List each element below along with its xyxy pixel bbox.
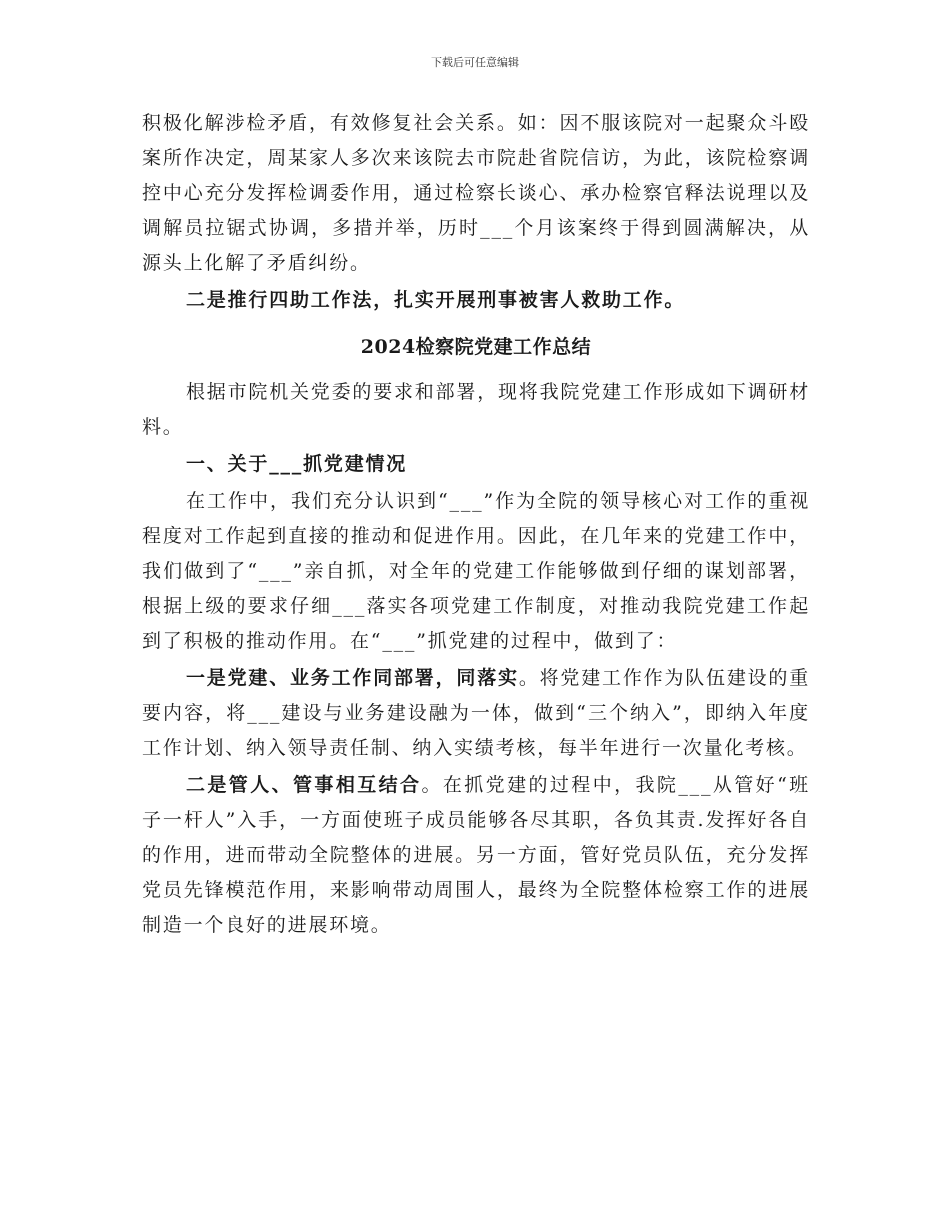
point-one-lead: 一是党建、业务工作同部署，同落实 (186, 667, 519, 689)
point-two-lead: 二是管人、管事相互结合 (186, 774, 422, 796)
document-title: 2024检察院党建工作总结 (360, 336, 592, 358)
page-header: 下载后可任意编辑 (431, 56, 519, 69)
document-body (142, 106, 810, 945)
paragraph-point-two (142, 768, 810, 943)
point-one-text: 。将党建工作作为队伍建设的重要内容，将___建设与业务建设融为一体，做到“三个纳入”，即纳入年度工作计划、纳入领导责任制、纳入实绩考核，每半年进行一次量化考核。 (142, 667, 811, 759)
paragraph-point-one (142, 661, 810, 766)
section-heading: 一、关于___抓党建情况 (186, 453, 408, 475)
paragraph-bold-heading: 二是推行四助工作法，扎实开展刑事被害人救助工作。 (186, 289, 686, 311)
paragraph-intro: 根据市院机关党委的要求和部署，现将我院党建工作形成如下调研材料。 (142, 381, 811, 438)
paragraph-body: 在工作中，我们充分认识到“___”作为全院的领导核心对工作的重视程度对工作起到直接的推动和促进作用。因此，在几年来的党建工作中，我们做到了“___”亲自抓，对全年的党建工作能够做到仔细的谋划部署，根据上级的要求仔细___落实各项党建工作制度，对推动我院党建工作起到了积极的推动作用。在“___”抓党建的过程中，做到了： (142, 490, 810, 652)
point-two-text: 。在抓党建的过程中，我院___从管好“班子一杆人”入手，一方面使班子成员能够各尽其职，各负其责.发挥好各自的作用，进而带动全院整体的进展。另一方面，管好党员队伍，充分发挥党员先锋模范作用，来影响带动周围人，最终为全院整体检察工作的进展制造一个良好的进展环境。 (142, 774, 810, 936)
paragraph-continued: 积极化解涉检矛盾，有效修复社会关系。如：因不服该院对一起聚众斗殴案所作决定，周某家人多次来该院去市院赴省院信访，为此，该院检察调控中心充分发挥检调委作用，通过检察长谈心、承办检察官释法说理以及调解员拉锯式协调，多措并举，历时___个月该案终于得到圆满解决，从源头上化解了矛盾纠纷。 (142, 112, 810, 274)
